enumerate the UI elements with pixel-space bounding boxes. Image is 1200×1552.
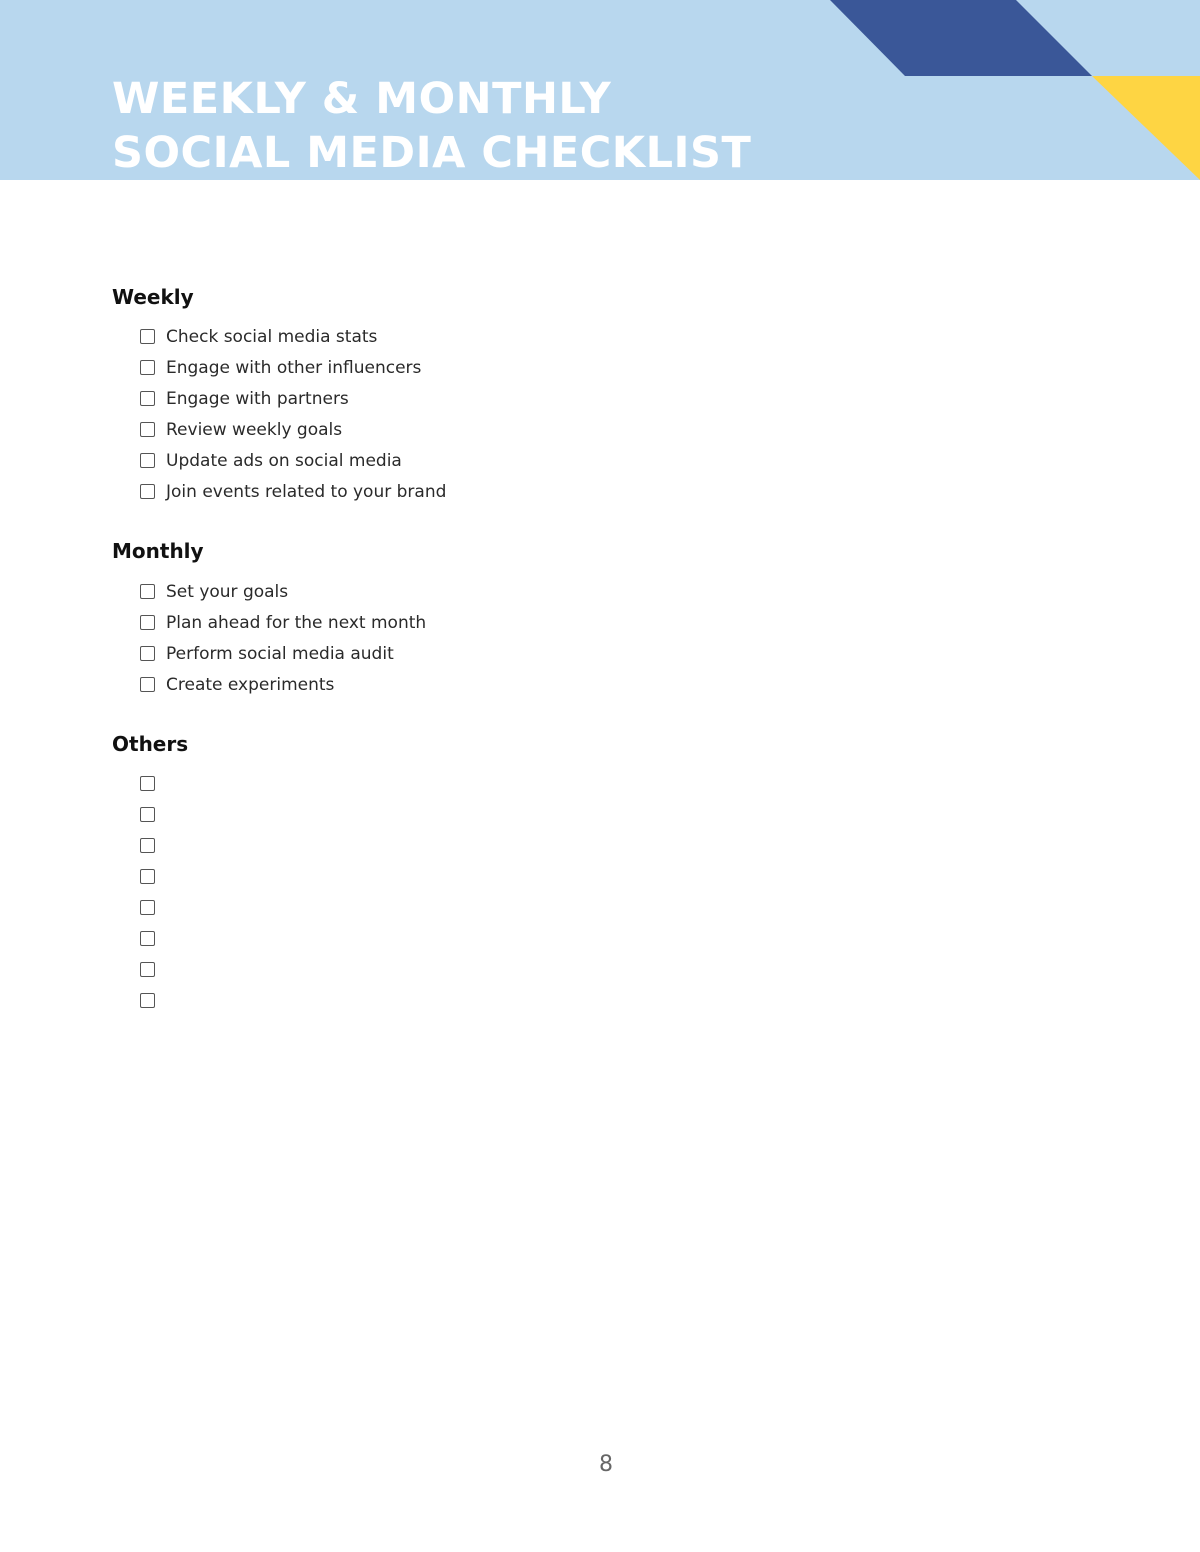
list-item	[140, 414, 446, 445]
item-label: Update ads on social media	[166, 450, 402, 471]
section-heading-others: Others	[112, 732, 189, 756]
list-item	[140, 445, 446, 476]
list-item	[140, 669, 426, 700]
list-item	[140, 352, 446, 383]
checklist-weekly	[140, 321, 446, 507]
item-label: Create experiments	[166, 674, 335, 695]
checkbox[interactable]	[140, 453, 155, 468]
checkbox[interactable]	[140, 807, 155, 822]
item-label: Perform social media audit	[166, 643, 394, 664]
page-header	[0, 0, 1200, 180]
list-item	[140, 892, 166, 923]
item-label: Join events related to your brand	[166, 481, 447, 502]
checkbox[interactable]	[140, 900, 155, 915]
list-item	[140, 861, 166, 892]
list-item	[140, 638, 426, 669]
list-item	[140, 985, 166, 1016]
page-title	[112, 72, 751, 180]
item-label: Engage with partners	[166, 388, 349, 409]
checkbox[interactable]	[140, 776, 155, 791]
section-heading-weekly: Weekly	[112, 285, 194, 309]
list-item	[140, 607, 426, 638]
checklist-others	[140, 768, 166, 1016]
section-heading-monthly: Monthly	[112, 539, 204, 563]
checkbox[interactable]	[140, 329, 155, 344]
checkbox[interactable]	[140, 391, 155, 406]
list-item	[140, 576, 426, 607]
item-label: Check social media stats	[166, 326, 378, 347]
list-item	[140, 830, 166, 861]
list-item	[140, 799, 166, 830]
page-number: 8	[599, 1452, 613, 1477]
checkbox[interactable]	[140, 677, 155, 692]
title-line-2: SOCIAL MEDIA CHECKLIST	[112, 128, 752, 178]
checkbox[interactable]	[140, 615, 155, 630]
item-label: Review weekly goals	[166, 419, 343, 440]
list-item	[140, 321, 446, 352]
checkbox[interactable]	[140, 646, 155, 661]
list-item	[140, 476, 446, 507]
title-line-1: WEEKLY & MONTHLY	[112, 74, 612, 124]
checklist-monthly	[140, 576, 426, 700]
checkbox[interactable]	[140, 993, 155, 1008]
item-label: Plan ahead for the next month	[166, 612, 427, 633]
item-label: Set your goals	[166, 581, 289, 602]
list-item	[140, 954, 166, 985]
checkbox[interactable]	[140, 360, 155, 375]
checkbox[interactable]	[140, 484, 155, 499]
checkbox[interactable]	[140, 869, 155, 884]
list-item	[140, 923, 166, 954]
checkbox[interactable]	[140, 584, 155, 599]
list-item	[140, 383, 446, 414]
checkbox[interactable]	[140, 422, 155, 437]
list-item	[140, 768, 166, 799]
checkbox[interactable]	[140, 838, 155, 853]
item-label: Engage with other influencers	[166, 357, 422, 378]
checkbox[interactable]	[140, 931, 155, 946]
checkbox[interactable]	[140, 962, 155, 977]
